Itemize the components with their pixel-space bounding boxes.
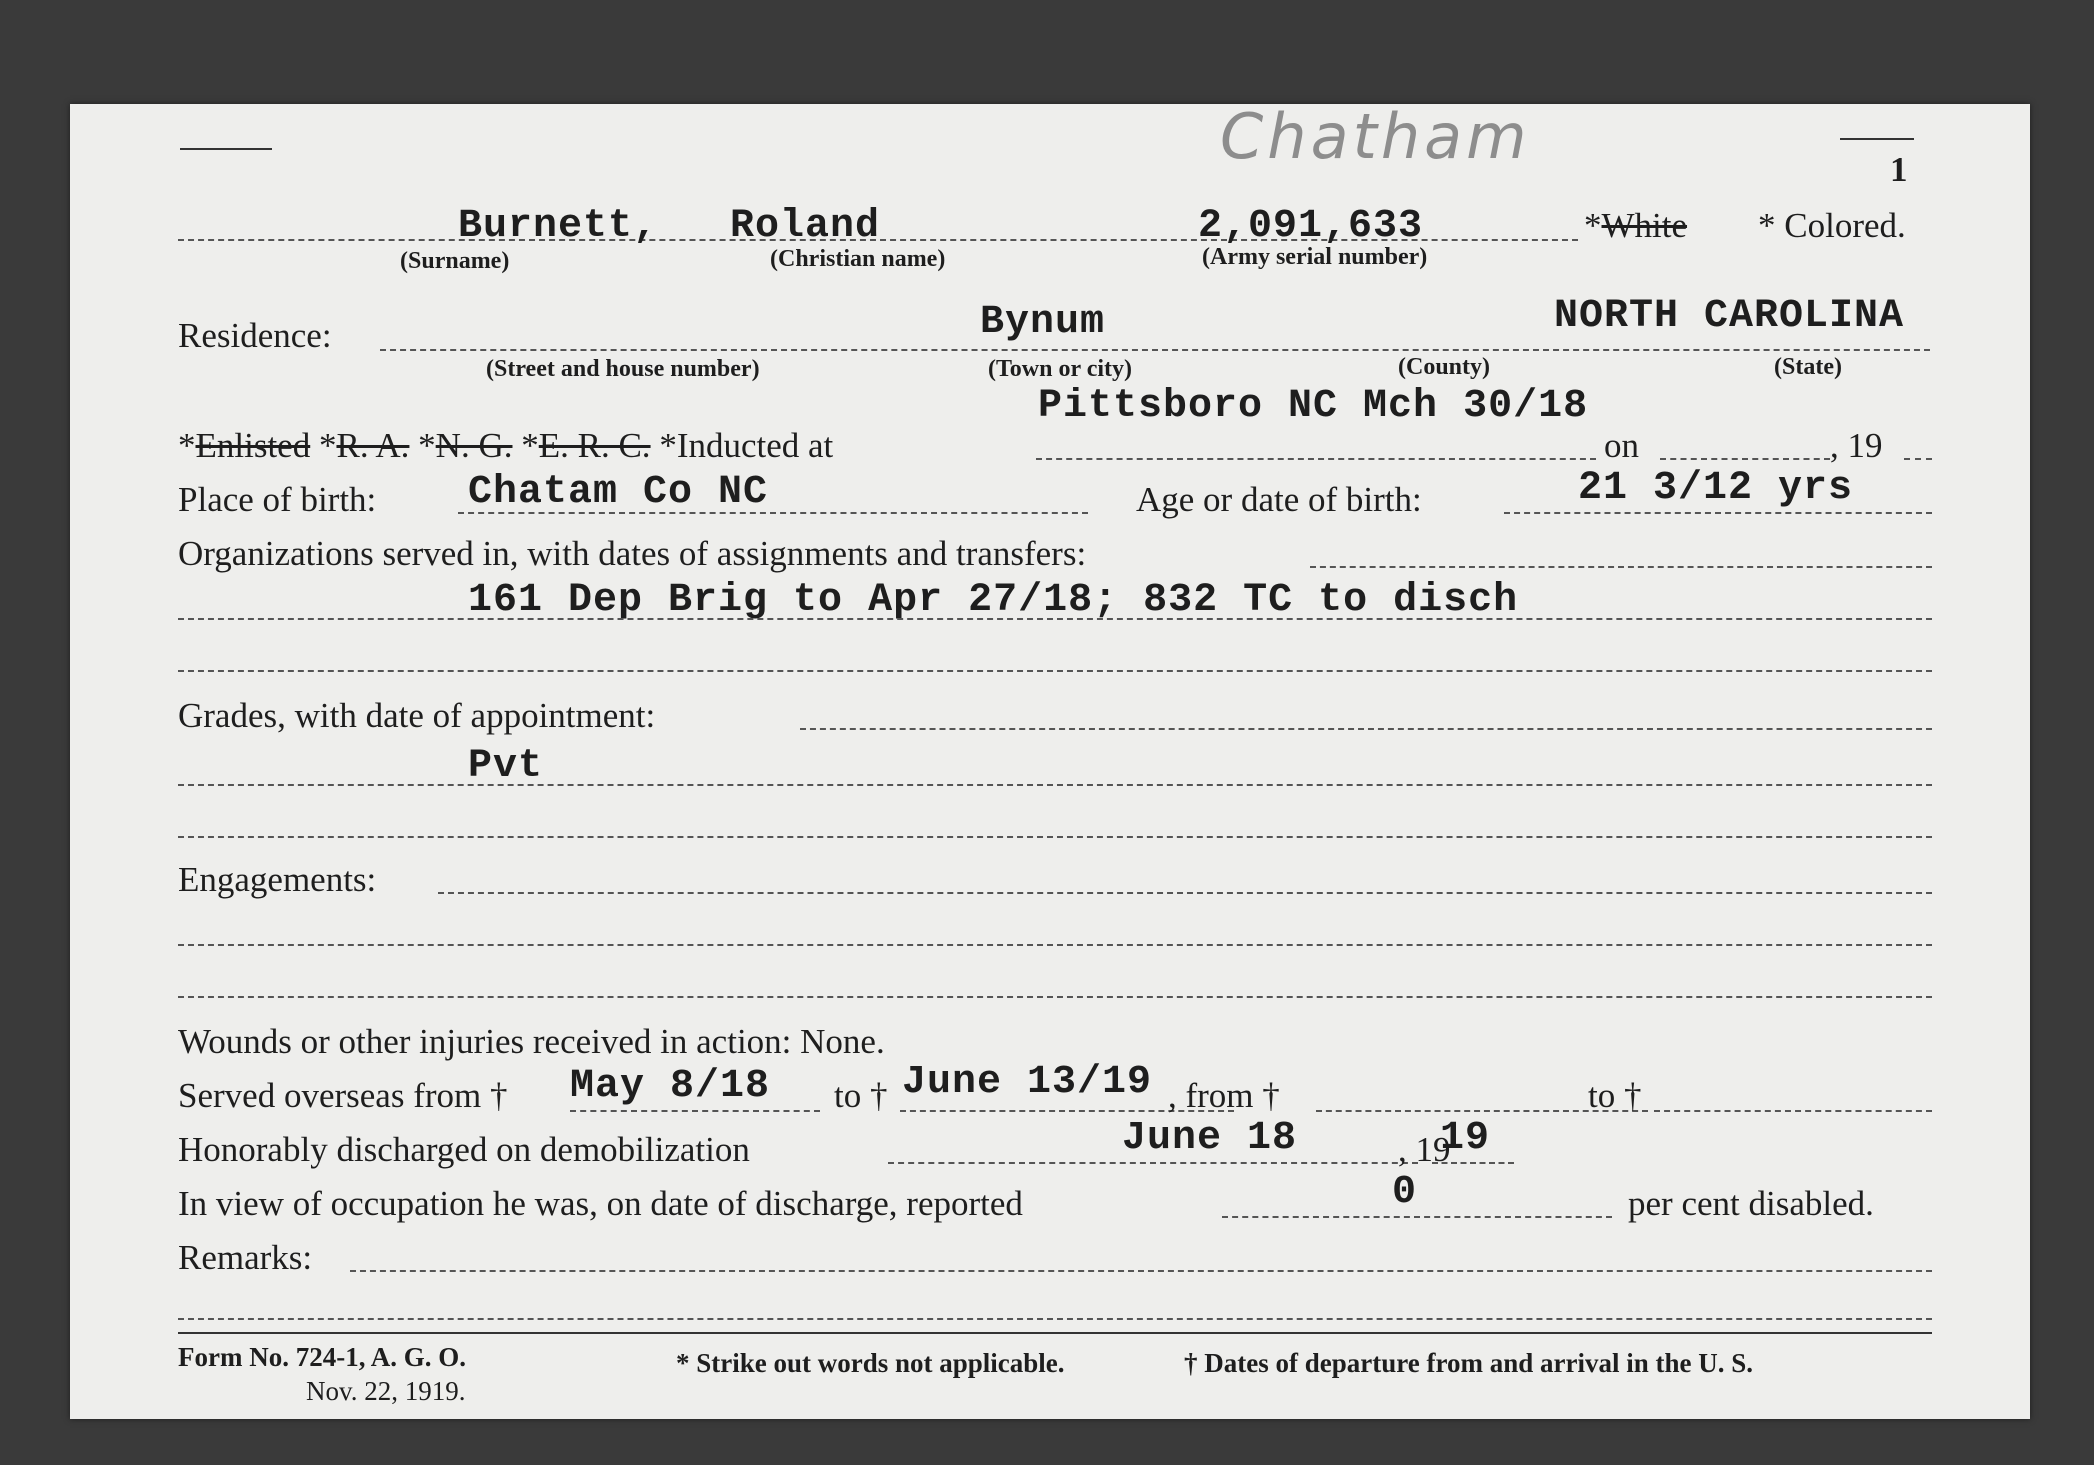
race-colored: * Colored. bbox=[1758, 206, 1906, 245]
organizations-line-1 bbox=[178, 618, 1932, 620]
inducted-at-value: Pittsboro NC Mch 30/18 bbox=[1038, 384, 1589, 429]
place-of-birth-value: Chatam Co NC bbox=[468, 470, 769, 515]
dates-note: † Dates of departure from and arrival in the U. S. bbox=[1184, 1348, 1753, 1378]
christian-name-value: Roland bbox=[730, 204, 881, 249]
organizations-label: Organizations served in, with dates of assignments and transfers: bbox=[178, 534, 1087, 573]
on-label: on bbox=[1604, 426, 1639, 465]
discharge-year-line bbox=[1432, 1162, 1514, 1164]
form-date: Nov. 22, 1919. bbox=[306, 1376, 466, 1406]
overseas-from2-label: , from † bbox=[1168, 1076, 1280, 1115]
form-number: Form No. 724-1, A. G. O. bbox=[178, 1342, 466, 1372]
disability-label: In view of occupation he was, on date of discharge, reported bbox=[178, 1184, 1023, 1223]
organizations-line-0 bbox=[1310, 566, 1932, 568]
overseas-label: Served overseas from † bbox=[178, 1076, 508, 1115]
enlistment-options: *Enlisted *R. A. *N. G. *E. R. C. *Inducted at bbox=[178, 426, 834, 465]
remarks-label: Remarks: bbox=[178, 1238, 313, 1277]
top-right-rule bbox=[1840, 138, 1914, 140]
organizations-value: 161 Dep Brig to Apr 27/18; 832 TC to disch bbox=[468, 578, 1519, 623]
grades-line-2 bbox=[178, 836, 1932, 838]
overseas-to-value: June 13/19 bbox=[902, 1060, 1153, 1105]
disability-value: 0 bbox=[1392, 1170, 1418, 1215]
caption-christian: (Christian name) bbox=[770, 246, 946, 272]
serial-number-value: 2,091,633 bbox=[1198, 204, 1424, 249]
discharge-label: Honorably discharged on demobilization bbox=[178, 1130, 750, 1169]
place-of-birth-label: Place of birth: bbox=[178, 480, 377, 519]
card-number: 1 bbox=[1890, 150, 1908, 189]
engagements-line-2 bbox=[178, 996, 1932, 998]
engagements-line-1 bbox=[178, 944, 1932, 946]
discharge-year-label: , 19 bbox=[1398, 1130, 1451, 1169]
year-line bbox=[1904, 458, 1932, 460]
engagements-line-0 bbox=[438, 892, 1932, 894]
discharge-date-line bbox=[888, 1162, 1418, 1164]
overseas-to2-label: to † bbox=[1588, 1076, 1642, 1115]
handwritten-county: Chatham bbox=[1220, 100, 1531, 173]
wounds-label: Wounds or other injuries received in action: None. bbox=[178, 1022, 885, 1061]
grades-line-1 bbox=[178, 784, 1932, 786]
top-left-rule bbox=[180, 148, 272, 150]
residence-line bbox=[380, 349, 1930, 351]
grades-label: Grades, with date of appointment: bbox=[178, 696, 656, 735]
service-record-card bbox=[70, 100, 2030, 1419]
residence-label: Residence: bbox=[178, 316, 332, 355]
overseas-from-value: May 8/18 bbox=[570, 1064, 771, 1109]
disability-suffix: per cent disabled. bbox=[1628, 1184, 1874, 1223]
engagements-label: Engagements: bbox=[178, 860, 377, 899]
organizations-line-2 bbox=[178, 670, 1932, 672]
residence-state: NORTH CAROLINA bbox=[1554, 294, 1905, 339]
caption-town: (Town or city) bbox=[988, 356, 1132, 382]
age-label: Age or date of birth: bbox=[1136, 480, 1422, 519]
disability-line bbox=[1222, 1216, 1612, 1218]
age-value: 21 3/12 yrs bbox=[1578, 466, 1854, 511]
discharge-date-value: June 18 bbox=[1122, 1116, 1298, 1161]
strike-note: * Strike out words not applicable. bbox=[676, 1348, 1065, 1378]
discharge-year-value: 19 bbox=[1440, 1116, 1491, 1161]
overseas-from-line bbox=[570, 1110, 820, 1112]
year-label: , 19 bbox=[1830, 426, 1883, 465]
caption-street: (Street and house number) bbox=[486, 356, 760, 382]
remarks-line-1 bbox=[178, 1318, 1932, 1320]
caption-county: (County) bbox=[1398, 354, 1491, 380]
age-line bbox=[1504, 512, 1932, 514]
overseas-to-label: to † bbox=[834, 1076, 888, 1115]
grades-line-0 bbox=[800, 728, 1932, 730]
caption-state: (State) bbox=[1774, 354, 1842, 380]
inducted-line bbox=[1036, 458, 1596, 460]
surname-value: Burnett, bbox=[458, 204, 659, 249]
remarks-line-0 bbox=[350, 1270, 1932, 1272]
overseas-to2-line bbox=[1654, 1110, 1932, 1112]
caption-serial: (Army serial number) bbox=[1202, 244, 1428, 270]
race-white: *White bbox=[1584, 206, 1688, 245]
grades-value: Pvt bbox=[468, 744, 544, 789]
residence-town: Bynum bbox=[980, 300, 1106, 345]
footer-rule bbox=[178, 1332, 1932, 1334]
on-date-line bbox=[1660, 458, 1830, 460]
caption-surname: (Surname) bbox=[400, 248, 510, 274]
